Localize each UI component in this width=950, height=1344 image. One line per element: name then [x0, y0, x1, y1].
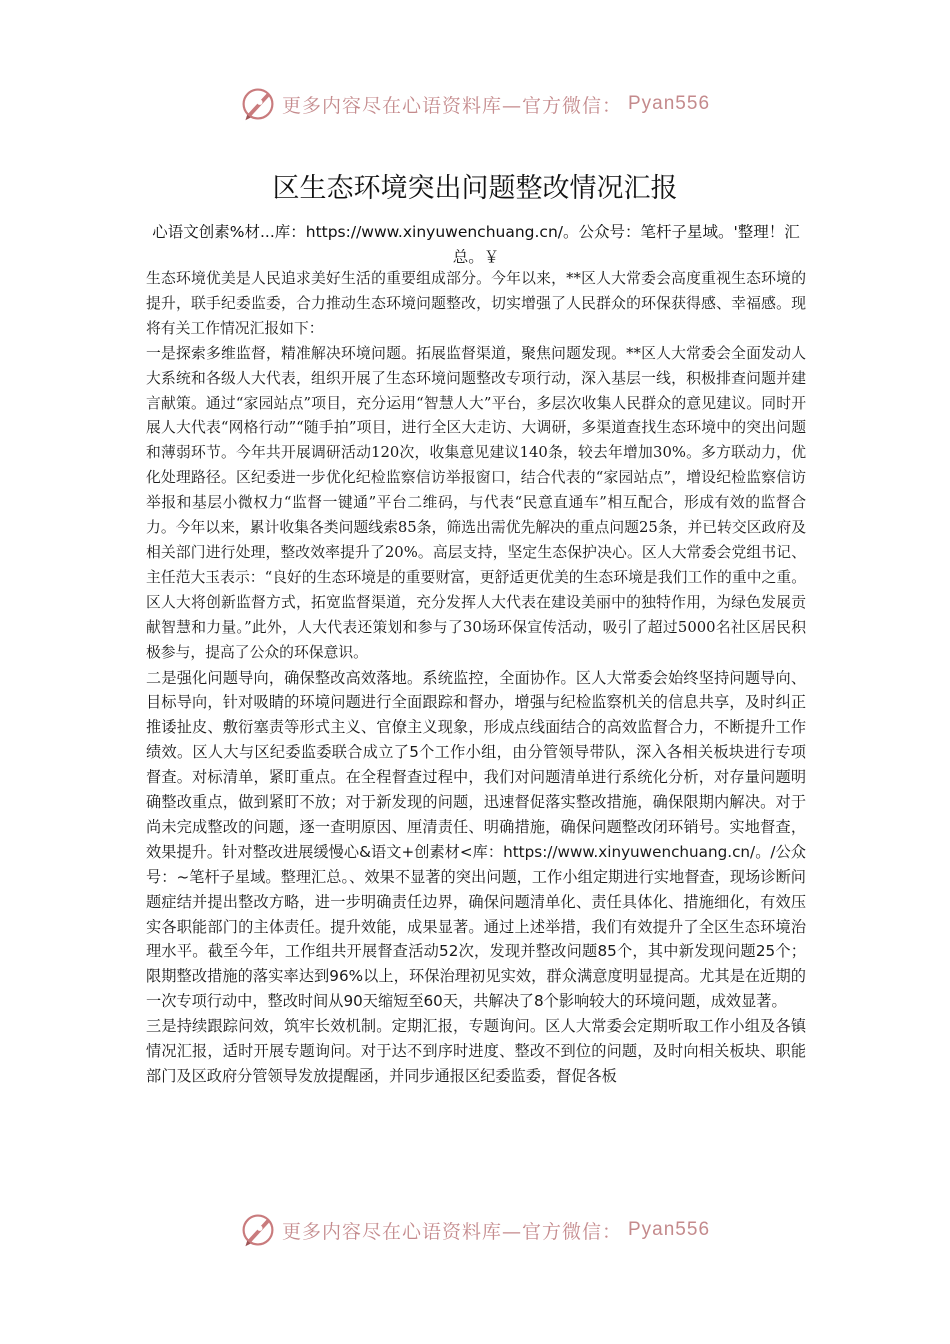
footer-banner: [0, 1210, 950, 1250]
header-banner: [0, 84, 950, 124]
document-body: [146, 267, 806, 1089]
body-paragraph-section-1: 一是探索多维监督，精准解决环境问题。拓展监督渠道，聚焦问题发现。**区人大常委会全面发动人大系统和各级人大代表，组织开展了生态环境问题整改专项行动，深入基层一线，积极排查问题并建言献策。通过“家园站点”项目，充分运用“智慧人大”平台，多层次收集人民群众的意见建议。同时开展人大代表“网格行动”“随手拍”项目，进行全区大走访、大调研，多渠道查找生态环境中的突出问题和薄弱环节。今年共开展调研活动120次，收集意见建议140条，较去年增加30%。多方联动力，优化处理路径。区纪委进一步优化纪检监察信访举报窗口，结合代表的“家园站点”，增设纪检监察信访举报和基层小微权力“监督一键通”平台二维码，与代表“民意直通车”相互配合，形成有效的监督合力。今年以来，累计收集各类问题线索85条，筛选出需优先解决的重点问题25条，并已转交区政府及相关部门进行处理，整改效率提升了20%。高层支持，坚定生态保护决心。区人大常委会党组书记、主任范大玉表示：“良好的生态环境是的重要财富，更舒适更优美的生态环境是我们工作的重中之重。区人大将创新监督方式，拓宽监督渠道，充分发挥人大代表在建设美丽中的独特作用，为绿色发展贡献智慧和力量。”此外，人大代表还策划和参与了30场环保宣传活动，吸引了超过5000名社区居民积极参与，提高了公众的环保意识。: [146, 344, 806, 661]
body-paragraph-intro: 生态环境优美是人民追求美好生活的重要组成部分。今年以来，**区人大常委会高度重视生态环境的提升，联手纪委监委，合力推动生态环境问题整改，切实增强了人民群众的环保获得感、幸福感。现将有关工作情况汇报如下：: [146, 270, 806, 337]
footer-banner-wechat-id: Pyan556: [628, 1219, 711, 1240]
header-banner-text: 更多内容尽在心语资料库—官方微信：: [281, 94, 622, 117]
pen-logo-icon: [240, 1212, 276, 1248]
header-banner-wechat-id: Pyan556: [628, 93, 711, 114]
footer-banner-text: 更多内容尽在心语资料库—官方微信：: [281, 1220, 622, 1243]
body-paragraph-section-3: 三是持续跟踪问效，筑牢长效机制。定期汇报，专题询问。区人大常委会定期听取工作小组及各镇情况汇报，适时开展专题询问。对于达不到序时进度、整改不到位的问题，及时向相关板块、职能部门及区政府分管领导发放提醒函，并同步通报区纪委监委，督促各板: [146, 1017, 806, 1085]
pen-logo-icon: [240, 86, 276, 122]
body-paragraph-section-2: 二是强化问题导向，确保整改高效落地。系统监控，全面协作。区人大常委会始终坚持问题导向、目标导向，针对吸睛的环境问题进行全面跟踪和督办，增强与纪检监察机关的信息共享，及时纠正推诿扯皮、敷衍塞责等形式主义、官僚主义现象，形成点线面结合的高效监督合力，不断提升工作绩效。区人大与区纪委监委联合成立了5个工作小组，由分管领导带队，深入各相关板块进行专项督查。对标清单，紧盯重点。在全程督查过程中，我们对问题清单进行系统化分析，对存量问题明确整改重点，做到紧盯不放；对于新发现的问题，迅速督促落实整改措施，确保限期内解决。对于尚未完成整改的问题，逐一查明原因、厘清责任、明确措施，确保问题整改闭环销号。实地督查，效果提升。针对整改进展缓慢心&语文+创素材<库：https://www.xinyuwenchuang.cn/。/公众号：~笔杆子星域。整理汇总。、效果不显著的突出问题，工作小组定期进行实地督查，现场诊断问题症结并提出整改方略，进一步明确责任边界，确保问题清单化、责任具体化、措施细化，有效压实各职能部门的主体责任。提升效能，成果显著。通过上述举措，我们有效提升了全区生态环境治理水平。截至今年，工作组共开展督查活动52次，发现并整改问题85个，其中新发现问题25个；限期整改措施的落实率达到96%以上，环保治理初见实效，群众满意度明显提高。尤其是在近期的一次专项行动中，整改时间从90天缩短至60天，共解决了8个影响较大的环境问题，成效显著。: [146, 668, 806, 1011]
document-subtitle: 心语文创素%材...库：https://www.xinyuwenchuang.cn/。公众号：笔杆子星域。'整理！汇总。￥: [152, 223, 800, 266]
document-title: 区生态环境突出问题整改情况汇报: [272, 173, 678, 205]
